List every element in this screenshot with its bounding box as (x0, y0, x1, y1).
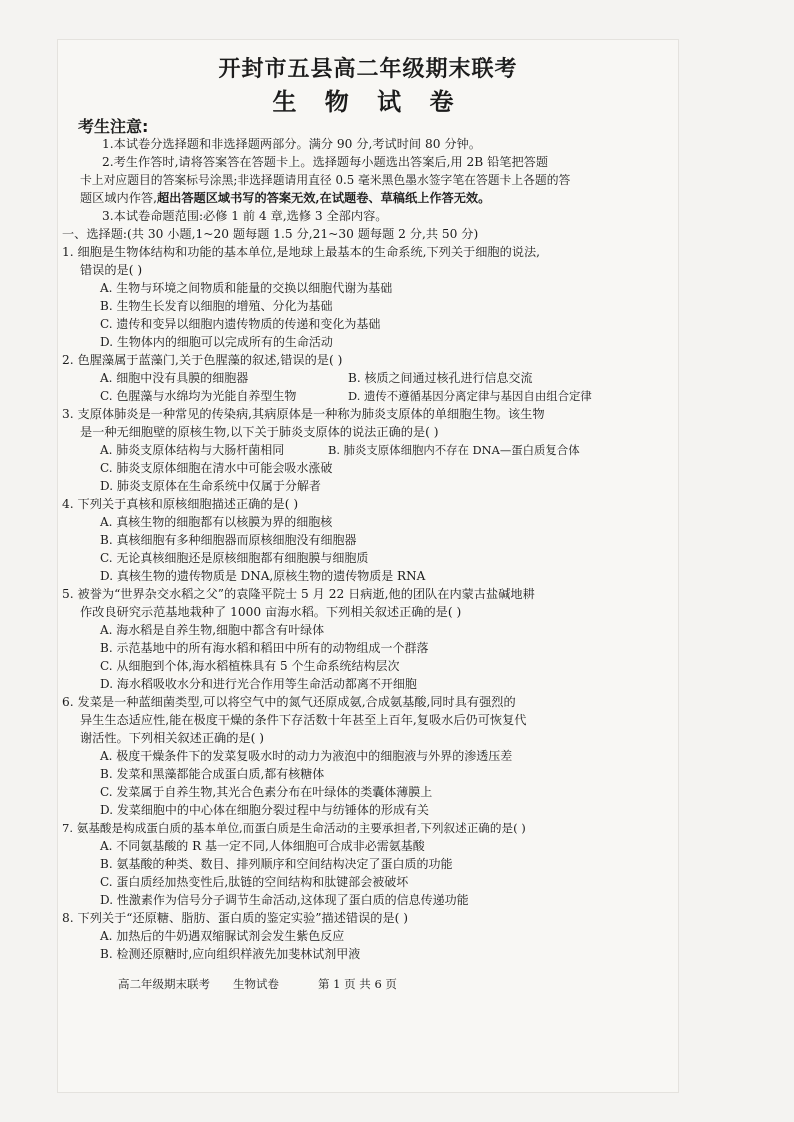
question-7-option-c: C. 蛋白质经加热变性后,肽链的空间结构和肽键部会被破坏 (100, 875, 409, 889)
exam-title: 开封市五县高二年级期末联考 (218, 57, 518, 82)
notice-item-2: 2.考生作答时,请将答案答在答题卡上。选择题每小题选出答案后,用 2B 铅笔把答题 (102, 155, 549, 169)
notice-item-3: 3.本试卷命题范围:必修 1 前 4 章,选修 3 全部内容。 (102, 209, 388, 223)
question-5-stem-2: 作改良研究示范基地栽种了 1000 亩海水稻。下列相关叙述正确的是( ) (80, 605, 462, 619)
question-1-option-b: B. 生物生长发育以细胞的增殖、分化为基础 (100, 299, 333, 313)
question-4-option-c: C. 无论真核细胞还是原核细胞都有细胞膜与细胞质 (100, 551, 369, 565)
notice-item-2-end (80, 190, 490, 206)
notice-heading: 考生注意: (78, 117, 149, 136)
question-7-stem: 7. 氨基酸是构成蛋白质的基本单位,而蛋白质是生命活动的主要承担者,下列叙述正确的是( ) (62, 821, 526, 835)
question-6-stem-2: 异生生态适应性,能在极度干燥的条件下存活数十年甚至上百年,复吸水后仍可恢复代 (80, 713, 527, 727)
question-7-option-b: B. 氨基酸的种类、数目、排列顺序和空间结构决定了蛋白质的功能 (100, 857, 453, 871)
question-3-option-c: C. 肺炎支原体细胞在清水中可能会吸水涨破 (100, 461, 333, 475)
question-4-option-b: B. 真核细胞有多种细胞器而原核细胞没有细胞器 (100, 533, 357, 547)
question-2-option-c: C. 色腥藻与水绵均为光能自养型生物 (100, 389, 297, 403)
question-3-option-b: B. 肺炎支原体细胞内不存在 DNA—蛋白质复合体 (328, 443, 580, 457)
question-5-stem-1: 5. 被誉为“世界杂交水稻之父”的袁隆平院士 5 月 22 日病逝,他的团队在内蒙古盐碱地耕 (62, 587, 535, 601)
question-2-option-a: A. 细胞中没有具膜的细胞器 (100, 371, 249, 385)
question-6-option-a: A. 极度干燥条件下的发菜复吸水时的动力为液泡中的细胞液与外界的渗透压差 (100, 749, 513, 763)
notice-item-2-cont: 卡上对应题目的答案标号涂黑;非选择题请用直径 0.5 毫米黑色墨水签字笔在答题卡上各题的答 (80, 173, 571, 187)
footer-exam: 高二年级期末联考 (118, 977, 210, 991)
question-7-option-d: D. 性激素作为信号分子调节生命活动,这体现了蛋白质的信息传递功能 (100, 893, 469, 907)
footer-subject: 生物试卷 (233, 977, 279, 991)
question-4-stem: 4. 下列关于真核和原核细胞描述正确的是( ) (62, 497, 299, 511)
question-8-stem: 8. 下列关于“还原糖、脂肪、蛋白质的鉴定实验”描述错误的是( ) (62, 911, 409, 925)
question-2-stem: 2. 色腥藻属于蓝藻门,关于色腥藻的叙述,错误的是( ) (62, 353, 343, 367)
question-3-option-d: D. 肺炎支原体在生命系统中仅属于分解者 (100, 479, 321, 493)
exam-subtitle: 生 物 试 卷 (272, 88, 464, 116)
question-5-option-a: A. 海水稻是自养生物,细胞中都含有叶绿体 (100, 623, 325, 637)
question-5-option-b: B. 示范基地中的所有海水稻和稻田中所有的动物组成一个群落 (100, 641, 429, 655)
notice-item-2-plain: 题区域内作答, (80, 191, 157, 205)
question-1-stem-1: 1. 细胞是生物体结构和功能的基本单位,是地球上最基本的生命系统,下列关于细胞的说法, (62, 245, 541, 259)
question-1-option-d: D. 生物体内的细胞可以完成所有的生命活动 (100, 335, 333, 349)
question-8-option-b: B. 检测还原糖时,应向组织样液先加斐林试剂甲液 (100, 947, 361, 961)
question-1-option-c: C. 遗传和变异以细胞内遗传物质的传递和变化为基础 (100, 317, 381, 331)
question-6-stem-1: 6. 发菜是一种蓝细菌类型,可以将空气中的氮气还原成氨,合成氨基酸,同时具有强烈的 (62, 695, 516, 709)
question-4-option-d: D. 真核生物的遗传物质是 DNA,原核生物的遗传物质是 RNA (100, 569, 426, 583)
notice-item-1: 1.本试卷分选择题和非选择题两部分。满分 90 分,考试时间 80 分钟。 (102, 137, 481, 151)
exam-page (58, 40, 678, 1092)
question-2-option-d: D. 遗传不遵循基因分离定律与基因自由组合定律 (348, 389, 592, 403)
question-1-option-a: A. 生物与环境之间物质和能量的交换以细胞代谢为基础 (100, 281, 393, 295)
question-7-option-a: A. 不同氨基酸的 R 基一定不同,人体细胞可合成非必需氨基酸 (100, 839, 425, 853)
section-heading: 一、选择题:(共 30 小题,1~20 题每题 1.5 分,21~30 题每题 2 分,共 50 分) (62, 227, 479, 241)
question-6-stem-3: 谢活性。下列相关叙述正确的是( ) (80, 731, 265, 745)
question-3-stem-1: 3. 支原体肺炎是一种常见的传染病,其病原体是一种称为肺炎支原体的单细胞生物。该生物 (62, 407, 545, 421)
question-5-option-d: D. 海水稻吸收水分和进行光合作用等生命活动都离不开细胞 (100, 677, 417, 691)
question-6-option-d: D. 发菜细胞中的中心体在细胞分裂过程中与纺锤体的形成有关 (100, 803, 429, 817)
notice-item-2-bold: 超出答题区域书写的答案无效,在试题卷、草稿纸上作答无效。 (157, 191, 491, 205)
question-4-option-a: A. 真核生物的细胞都有以核膜为界的细胞核 (100, 515, 333, 529)
question-2-option-b: B. 核质之间通过核孔进行信息交流 (348, 371, 533, 385)
footer-page: 第 1 页 共 6 页 (318, 977, 397, 991)
question-6-option-b: B. 发菜和黑藻都能合成蛋白质,都有核糖体 (100, 767, 325, 781)
question-1-stem-2: 错误的是( ) (80, 263, 143, 277)
question-3-option-a: A. 肺炎支原体结构与大肠杆菌相同 (100, 443, 285, 457)
question-8-option-a: A. 加热后的牛奶遇双缩脲试剂会发生紫色反应 (100, 929, 345, 943)
question-5-option-c: C. 从细胞到个体,海水稻植株具有 5 个生命系统结构层次 (100, 659, 400, 673)
question-6-option-c: C. 发菜属于自养生物,其光合色素分布在叶绿体的类囊体薄膜上 (100, 785, 433, 799)
question-3-stem-2: 是一种无细胞壁的原核生物,以下关于肺炎支原体的说法正确的是( ) (80, 425, 439, 439)
